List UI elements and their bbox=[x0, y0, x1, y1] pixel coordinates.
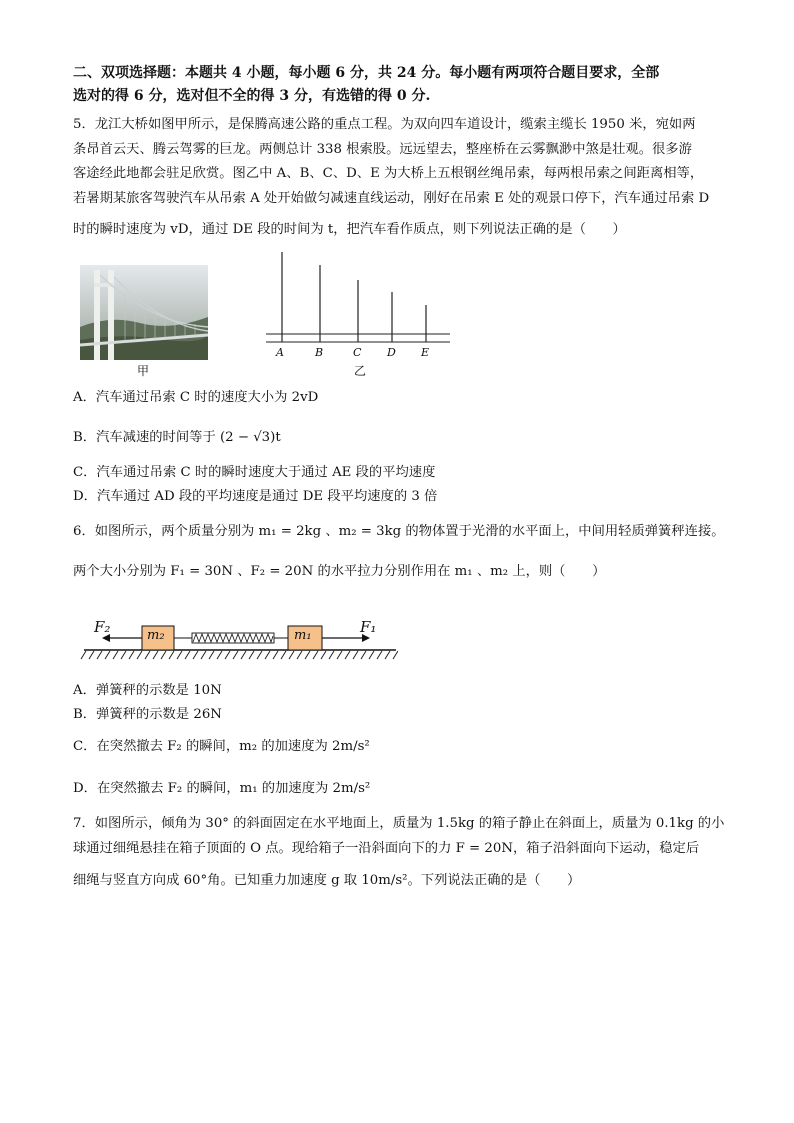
section-heading-line2: 选对的得 6 分，选对但不全的得 3 分，有选错的得 0 分. bbox=[73, 88, 431, 104]
point-label-c: C bbox=[353, 346, 362, 359]
q5-option-c: C．汽车通过吊索 C 时的瞬时速度大于通过 AE 段的平均速度 bbox=[73, 465, 436, 480]
label-m2: m₂ bbox=[147, 628, 165, 643]
cable-diagram bbox=[262, 248, 452, 360]
q5-stem-line4: 若暑期某旅客驾驶汽车从吊索 A 处开始做匀减速直线运动，刚好在吊索 E 处的观景口停下，汽车通过吊索 D bbox=[73, 191, 710, 206]
point-label-e: E bbox=[421, 346, 430, 359]
q6-option-c: C．在突然撤去 F₂ 的瞬间，m₂ 的加速度为 2m/s² bbox=[73, 739, 370, 754]
fig-label-yi: 乙 bbox=[354, 364, 367, 378]
point-label-b: B bbox=[315, 346, 324, 359]
q5-option-d: D．汽车通过 AD 段的平均速度是通过 DE 段平均速度的 3 倍 bbox=[73, 489, 438, 504]
q6-option-b: B．弹簧秤的示数是 26N bbox=[73, 707, 222, 722]
label-m1: m₁ bbox=[294, 628, 312, 643]
bridge-photo bbox=[80, 265, 208, 360]
label-f1: F₁ bbox=[360, 618, 377, 636]
q5-option-a: A．汽车通过吊索 C 时的速度大小为 2vD bbox=[73, 390, 319, 405]
q6-option-a: A．弹簧秤的示数是 10N bbox=[73, 683, 222, 698]
q5-stem-line2: 条昂首云天、腾云驾雾的巨龙。两侧总计 338 根索股。远远望去，整座桥在云雾飘渺中煞是壮观。很多游 bbox=[73, 142, 692, 157]
point-label-d: D bbox=[387, 346, 396, 359]
fig-label-jia: 甲 bbox=[137, 364, 150, 378]
q5-stem-line5: 时的瞬时速度为 vD，通过 DE 段的时间为 t，把汽车看作质点，则下列说法正确的是（ ） bbox=[73, 222, 626, 237]
q7-stem-line3: 细绳与竖直方向成 60°角。已知重力加速度 g 取 10m/s²。下列说法正确的是（ ） bbox=[73, 873, 581, 888]
q5-stem-line3: 客途经此地都会驻足欣赏。图乙中 A、B、C、D、E 为大桥上五根钢丝绳吊索，每两根吊索之间距离相等， bbox=[73, 166, 704, 181]
label-f2: F₂ bbox=[94, 618, 111, 636]
q6-stem-line1: 6．如图所示，两个质量分别为 m₁ = 2kg 、m₂ = 3kg 的物体置于光滑的水平面上，中间用轻质弹簧秤连接。 bbox=[73, 524, 725, 539]
ground-hatching bbox=[81, 651, 398, 659]
q7-stem-line1: 7．如图所示，倾角为 30° 的斜面固定在水平地面上，质量为 1.5kg 的箱子静止在斜面上，质量为 0.1kg 的小 bbox=[73, 816, 725, 831]
q5-stem-line1: 5．龙江大桥如图甲所示，是保腾高速公路的重点工程。为双向四车道设计，缆索主缆长 1950 米，宛如两 bbox=[73, 117, 696, 132]
q5-option-b: B．汽车减速的时间等于 (2 − √3)t bbox=[73, 430, 281, 445]
q7-stem-line2: 球通过细绳悬挂在箱子顶面的 O 点。现给箱子一沿斜面向下的力 F = 20N，箱子沿斜面向下运动，稳定后 bbox=[73, 841, 700, 856]
point-label-a: A bbox=[276, 346, 284, 359]
q6-option-d: D．在突然撤去 F₂ 的瞬间，m₁ 的加速度为 2m/s² bbox=[73, 781, 371, 796]
spring-blocks-diagram bbox=[80, 612, 398, 662]
q6-stem-line2: 两个大小分别为 F₁ = 30N 、F₂ = 20N 的水平拉力分别作用在 m₁ 、m₂ 上，则（ ） bbox=[73, 564, 606, 579]
section-heading-line1: 二、双项选择题：本题共 4 小题，每小题 6 分，共 24 分。每小题有两项符合题目要求，全部 bbox=[73, 65, 660, 81]
